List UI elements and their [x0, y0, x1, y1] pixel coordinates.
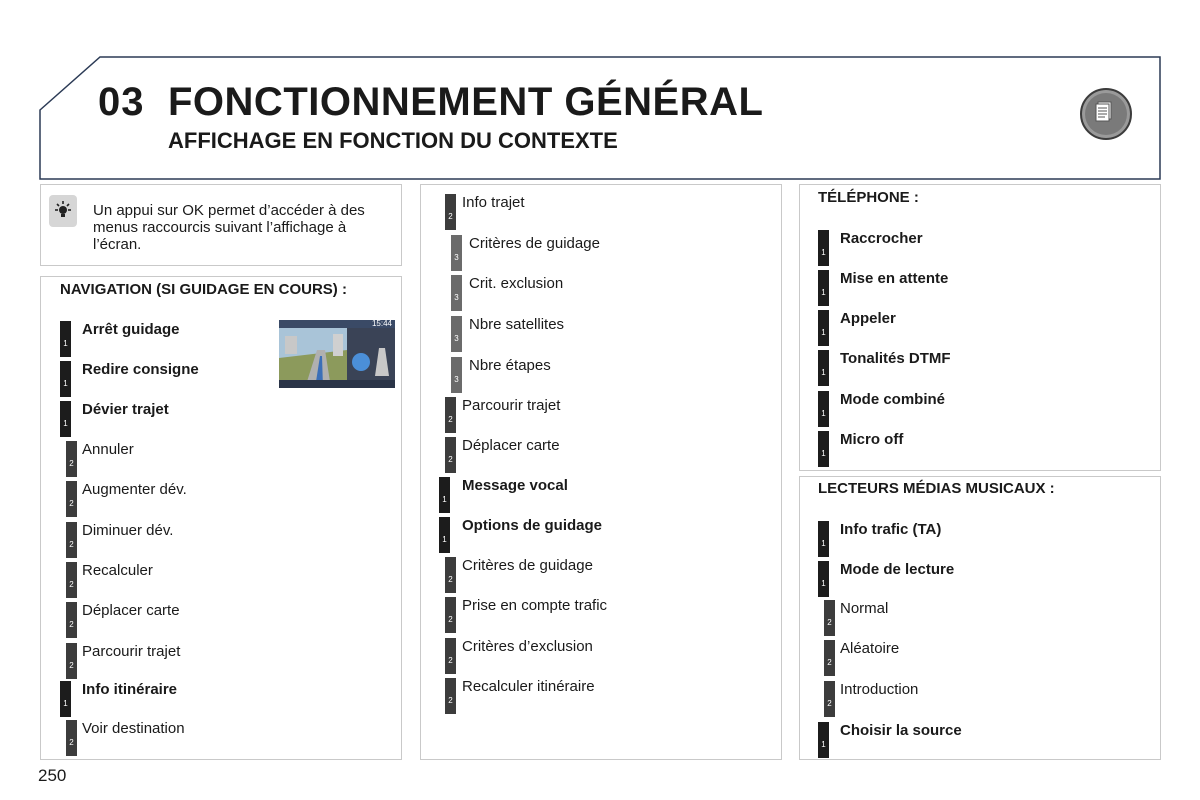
- tip-panel: [40, 184, 402, 266]
- level-indicator: 2: [445, 597, 456, 633]
- screen-time: 15:44: [371, 320, 392, 328]
- menu-item-label: Dévier trajet: [82, 401, 169, 418]
- level-indicator: 2: [66, 562, 77, 598]
- level-indicator: 2: [445, 437, 456, 473]
- menu-item-label: Mode combiné: [840, 391, 946, 408]
- menu-item-label: Introduction: [840, 681, 919, 698]
- level-indicator: 1: [60, 401, 71, 437]
- chapter-title: FONCTIONNEMENT GÉNÉRAL: [168, 80, 764, 124]
- page-number: 250: [38, 766, 67, 785]
- level-indicator: 2: [445, 194, 456, 230]
- level-indicator: 2: [66, 522, 77, 558]
- level-indicator: 2: [445, 678, 456, 714]
- level-indicator: 1: [60, 681, 71, 717]
- media-title: LECTEURS MÉDIAS MUSICAUX :: [818, 480, 1055, 497]
- level-indicator: 2: [66, 602, 77, 638]
- menu-item-label: Critères d’exclusion: [462, 638, 593, 655]
- level-indicator: 2: [445, 397, 456, 433]
- menu-item-label: Recalculer: [82, 562, 153, 579]
- navigation-screen-thumbnail: [279, 320, 395, 388]
- navigation-panel: [40, 276, 402, 760]
- level-indicator: 2: [66, 643, 77, 679]
- chapter-number: 03: [98, 80, 145, 124]
- level-indicator: 2: [445, 638, 456, 674]
- level-indicator: 1: [439, 517, 450, 553]
- menu-item-label: Recalculer itinéraire: [462, 678, 595, 695]
- level-indicator: 3: [451, 235, 462, 271]
- level-indicator: 1: [818, 230, 829, 266]
- tip-text: Un appui sur OK permet d’accéder à des menus raccourcis suivant l’affichage à l’écran.: [93, 202, 365, 253]
- light-bulb-icon: [49, 195, 77, 227]
- menu-item-label: Parcourir trajet: [82, 643, 181, 660]
- menu-item-label: Micro off: [840, 431, 904, 448]
- menu-item-label: Déplacer carte: [82, 602, 180, 619]
- telephone-panel: [799, 184, 1161, 471]
- level-indicator: 3: [451, 357, 462, 393]
- menu-item-label: Info trafic (TA): [840, 521, 942, 538]
- menu-item-label: Arrêt guidage: [82, 321, 180, 338]
- menu-item-label: Déplacer carte: [462, 437, 560, 454]
- level-indicator: 3: [451, 316, 462, 352]
- level-indicator: 2: [66, 441, 77, 477]
- menu-item-label: Prise en compte trafic: [462, 597, 608, 614]
- level-indicator: 1: [818, 561, 829, 597]
- menu-item-label: Aléatoire: [840, 640, 900, 657]
- menu-item-label: Mise en attente: [840, 270, 949, 287]
- level-indicator: 1: [818, 270, 829, 306]
- level-indicator: 3: [451, 275, 462, 311]
- menu-item-label: Appeler: [840, 310, 896, 327]
- level-indicator: 2: [66, 481, 77, 517]
- level-indicator: 1: [818, 521, 829, 557]
- level-indicator: 1: [60, 361, 71, 397]
- menu-item-label: Crit. exclusion: [469, 275, 564, 292]
- level-indicator: 1: [818, 722, 829, 758]
- telephone-title: TÉLÉPHONE :: [818, 189, 919, 206]
- menu-item-label: Nbre satellites: [469, 316, 565, 333]
- menu-item-label: Message vocal: [462, 477, 568, 494]
- menu-item-label: Parcourir trajet: [462, 397, 561, 414]
- menu-item-label: Raccrocher: [840, 230, 923, 247]
- chapter-header: [0, 0, 1200, 200]
- level-indicator: 2: [824, 640, 835, 676]
- menu-item-label: Annuler: [82, 441, 134, 458]
- level-indicator: 2: [66, 720, 77, 756]
- level-indicator: 2: [445, 557, 456, 593]
- navigation-continued-panel: [420, 184, 782, 760]
- navigation-title: NAVIGATION (SI GUIDAGE EN COURS) :: [60, 281, 347, 298]
- level-indicator: 1: [439, 477, 450, 513]
- menu-item-label: Nbre étapes: [469, 357, 551, 374]
- level-indicator: 2: [824, 681, 835, 717]
- menu-item-label: Info itinéraire: [82, 681, 178, 698]
- menu-item-label: Redire consigne: [82, 361, 199, 378]
- menu-item-label: Choisir la source: [840, 722, 962, 739]
- menu-item-label: Tonalités DTMF: [840, 350, 951, 367]
- menu-item-label: Options de guidage: [462, 517, 603, 534]
- menu-item-label: Normal: [840, 600, 889, 617]
- menu-item-label: Diminuer dév.: [82, 522, 174, 539]
- level-indicator: 1: [818, 431, 829, 467]
- menu-item-label: Voir destination: [82, 720, 185, 737]
- chapter-subtitle: AFFICHAGE EN FONCTION DU CONTEXTE: [168, 128, 618, 153]
- level-indicator: 1: [60, 321, 71, 357]
- menu-item-label: Mode de lecture: [840, 561, 955, 578]
- menu-item-label: Info trajet: [462, 194, 525, 211]
- level-indicator: 1: [818, 391, 829, 427]
- menu-item-label: Critères de guidage: [462, 557, 593, 574]
- level-indicator: 1: [818, 310, 829, 346]
- level-indicator: 2: [824, 600, 835, 636]
- menu-item-label: Critères de guidage: [469, 235, 600, 252]
- document-icon: [1080, 88, 1132, 140]
- media-players-panel: [799, 476, 1161, 760]
- menu-item-label: Augmenter dév.: [82, 481, 187, 498]
- level-indicator: 1: [818, 350, 829, 386]
